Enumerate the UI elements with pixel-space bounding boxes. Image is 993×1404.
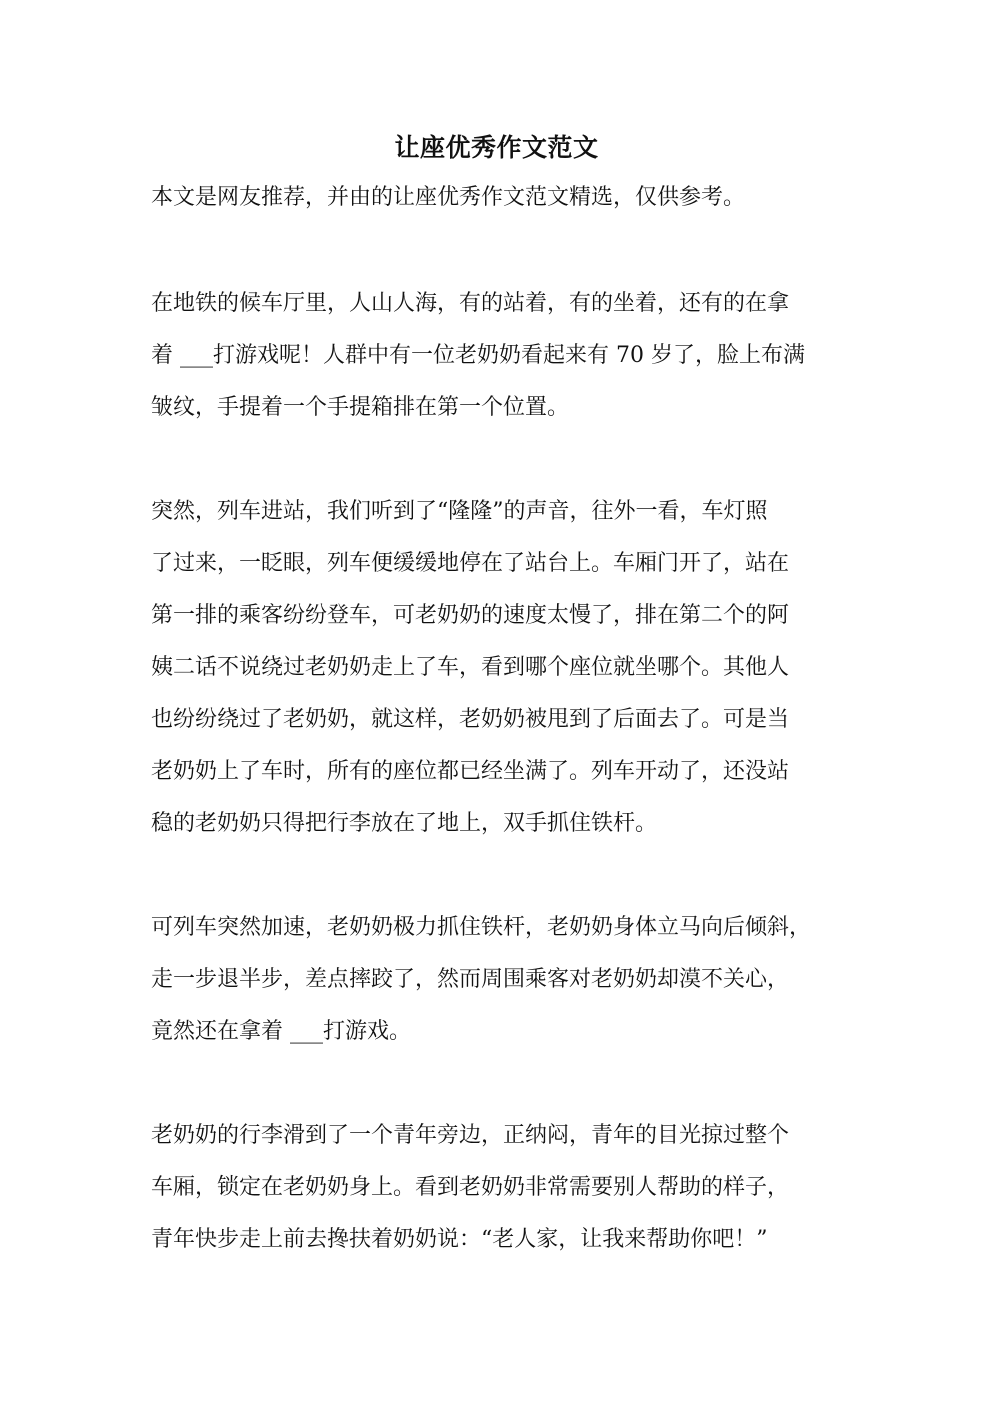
- paragraph-2: [151, 494, 851, 858]
- paragraph-line: 也纷纷绕过了老奶奶，就这样，老奶奶被甩到了后面去了。可是当: [151, 707, 790, 732]
- paragraph-line: 竟然还在拿着 ___打游戏。: [151, 1019, 411, 1044]
- paragraph-line: 了过来，一眨眼，列车便缓缓地停在了站台上。车厢门开了，站在: [151, 551, 790, 576]
- paragraph-line: 第一排的乘客纷纷登车，可老奶奶的速度太慢了，排在第二个的阿: [151, 603, 790, 628]
- paragraph-line: 老奶奶上了车时，所有的座位都已经坐满了。列车开动了，还没站: [151, 759, 790, 784]
- paragraph-line: 姨二话不说绕过老奶奶走上了车，看到哪个座位就坐哪个。其他人: [151, 655, 790, 680]
- document-title: 让座优秀作文范文: [394, 133, 599, 162]
- paragraph-3: [151, 910, 851, 1066]
- paragraph-line: 在地铁的候车厅里，人山人海，有的站着，有的坐着，还有的在拿: [151, 291, 790, 316]
- paragraph-4: [151, 1118, 851, 1274]
- paragraph-line: 稳的老奶奶只得把行李放在了地上，双手抓住铁杆。: [151, 811, 658, 836]
- intro-text: 本文是网友推荐，并由的让座优秀作文范文精选，仅供参考。: [151, 185, 746, 210]
- paragraph-line: 着 ___打游戏呢！人群中有一位老奶奶看起来有 70 岁了，脸上布满: [151, 343, 805, 368]
- paragraph-line: 老奶奶的行李滑到了一个青年旁边，正纳闷，青年的目光掠过整个: [151, 1123, 790, 1148]
- paragraph-line: 青年快步走上前去搀扶着奶奶说：“老人家，让我来帮助你吧！”: [151, 1227, 768, 1252]
- paragraph-line: 走一步退半步，差点摔跤了，然而周围乘客对老奶奶却漠不关心，: [151, 967, 790, 992]
- paragraph-line: 突然，列车进站，我们听到了“隆隆”的声音，往外一看，车灯照: [151, 499, 768, 524]
- paragraph-line: 皱纹，手提着一个手提箱排在第一个位置。: [151, 395, 570, 420]
- paragraph-line: 可列车突然加速，老奶奶极力抓住铁杆，老奶奶身体立马向后倾斜，: [151, 915, 812, 940]
- paragraph-line: 车厢，锁定在老奶奶身上。看到老奶奶非常需要别人帮助的样子，: [151, 1175, 790, 1200]
- paragraph-1: [151, 286, 851, 442]
